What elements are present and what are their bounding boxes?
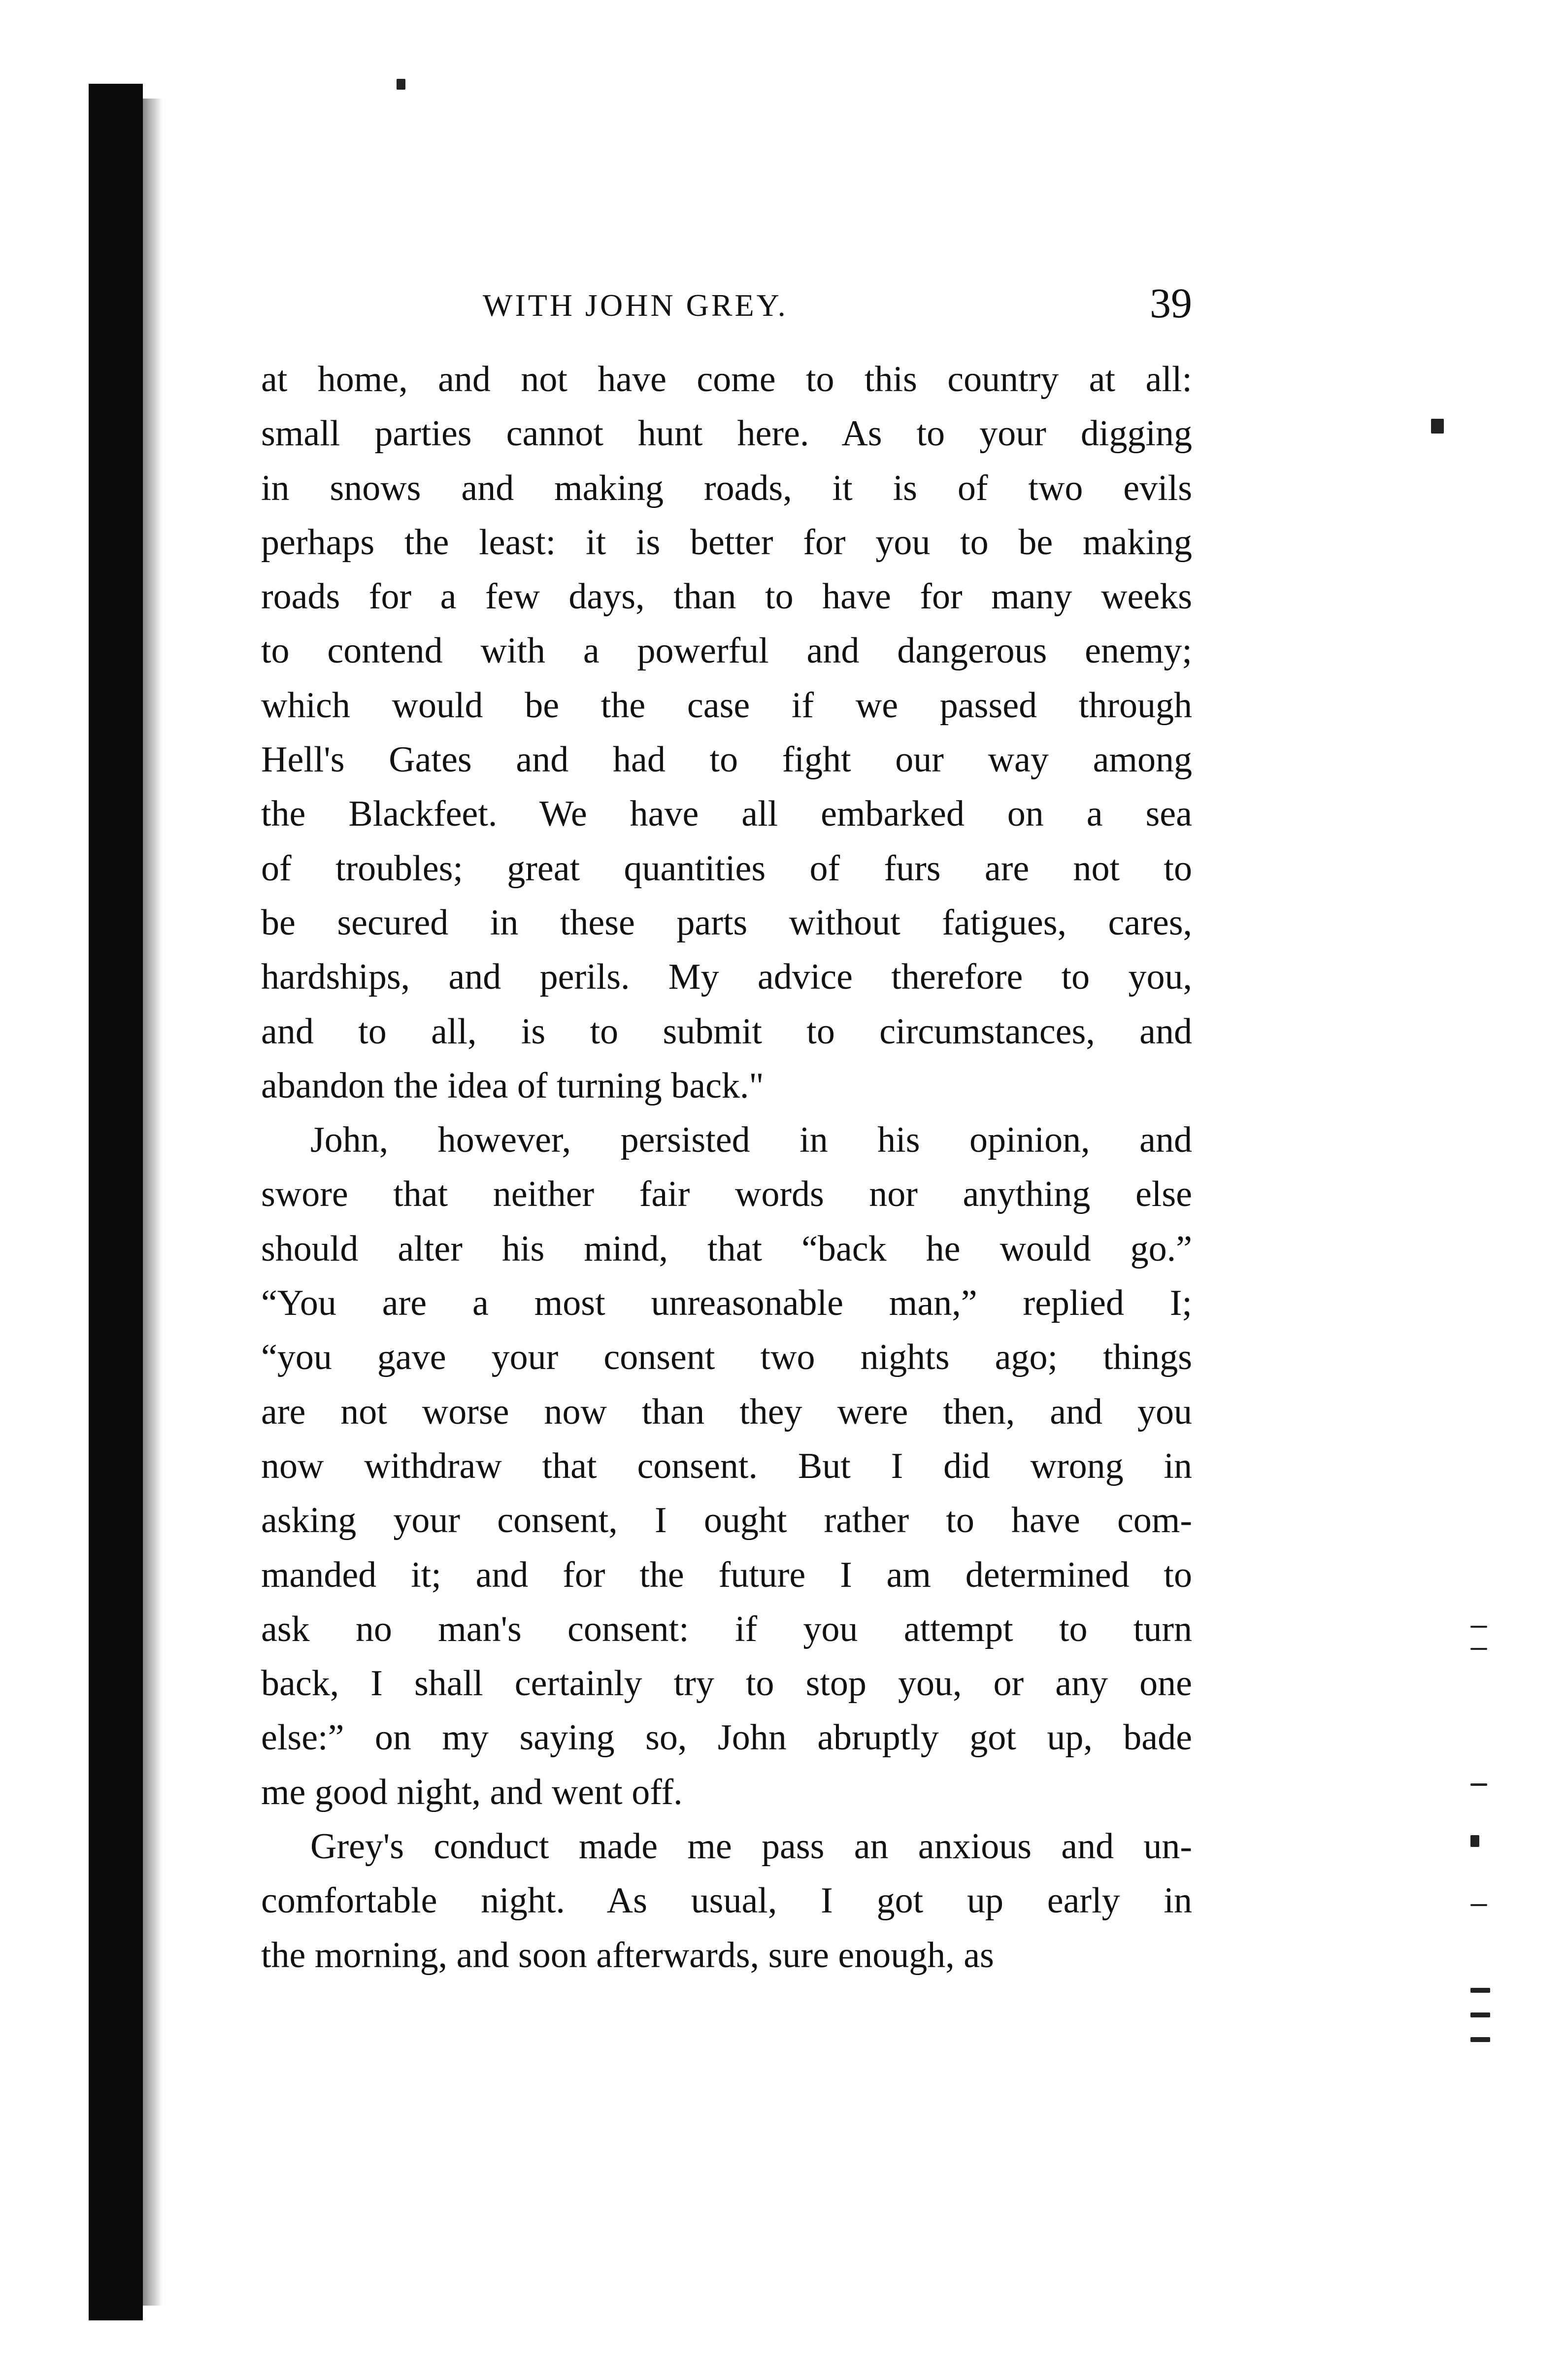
- text-line: hardships, and perils. My advice therefore to you,: [261, 957, 1192, 998]
- text-line: swore that neither fair words nor anything else: [261, 1174, 1192, 1215]
- paragraph: [261, 1819, 1192, 1982]
- text-line: “you gave your consent two nights ago; things: [261, 1337, 1192, 1378]
- page-number: 39: [1150, 279, 1192, 327]
- text-line: small parties cannot hunt here. As to your digging: [261, 413, 1192, 454]
- ink-smudge: [397, 79, 405, 90]
- text-line: comfortable night. As usual, I got up early in: [261, 1880, 1192, 1921]
- text-line: to contend with a powerful and dangerous enemy;: [261, 631, 1192, 671]
- text-line: in snows and making roads, it is of two evils: [261, 468, 1192, 508]
- page-header: [261, 278, 1192, 333]
- text-line: be secured in these parts without fatigues, cares,: [261, 902, 1192, 943]
- text-line: “You are a most unreasonable man,” replied I;: [261, 1283, 1192, 1324]
- margin-mark: [1470, 1835, 1479, 1847]
- text-line: are not worse now than they were then, and you: [261, 1391, 1192, 1432]
- text-line: ask no man's consent: if you attempt to turn: [261, 1609, 1192, 1649]
- margin-mark: [1470, 1648, 1487, 1650]
- margin-mark: [1470, 1904, 1487, 1906]
- text-line: asking your consent, I ought rather to have com-: [261, 1500, 1192, 1541]
- text-line: and to all, is to submit to circumstances, and: [261, 1011, 1192, 1052]
- margin-mark: [1470, 1783, 1487, 1786]
- text-line: should alter his mind, that “back he would go.”: [261, 1228, 1192, 1269]
- text-line: Hell's Gates and had to fight our way among: [261, 739, 1192, 780]
- margin-mark: [1470, 2037, 1490, 2042]
- book-spine-shadow: [89, 84, 143, 2320]
- text-line: perhaps the least: it is better for you to be making: [261, 522, 1192, 563]
- paragraph: [261, 1113, 1192, 1819]
- text-line: the Blackfeet. We have all embarked on a sea: [261, 794, 1192, 835]
- text-line: Grey's conduct made me pass an anxious and un-: [310, 1826, 1192, 1867]
- ink-smudge: [1431, 419, 1444, 434]
- margin-mark: [1470, 1626, 1487, 1628]
- body-text: [261, 352, 1192, 1982]
- text-line: John, however, persisted in his opinion, and: [310, 1120, 1192, 1161]
- text-line: of troubles; great quantities of furs are not to: [261, 848, 1192, 889]
- paragraph: [261, 352, 1192, 1113]
- margin-mark: [1470, 1988, 1490, 1993]
- gutter-shading: [143, 99, 163, 2306]
- text-line: which would be the case if we passed through: [261, 685, 1192, 726]
- text-line: back, I shall certainly try to stop you, or any one: [261, 1663, 1192, 1704]
- text-line: roads for a few days, than to have for many weeks: [261, 576, 1192, 617]
- text-line: manded it; and for the future I am determined to: [261, 1554, 1192, 1595]
- running-head: WITH JOHN GREY.: [483, 288, 788, 323]
- margin-mark: [1470, 2012, 1490, 2017]
- text-line: abandon the idea of turning back.": [261, 1065, 764, 1106]
- text-line: the morning, and soon afterwards, sure enough, as: [261, 1935, 994, 1976]
- text-line: else:” on my saying so, John abruptly got up, bade: [261, 1717, 1192, 1758]
- text-line: now withdraw that consent. But I did wrong in: [261, 1445, 1192, 1486]
- text-line: me good night, and went off.: [261, 1772, 683, 1812]
- text-line: at home, and not have come to this country at all:: [261, 359, 1192, 400]
